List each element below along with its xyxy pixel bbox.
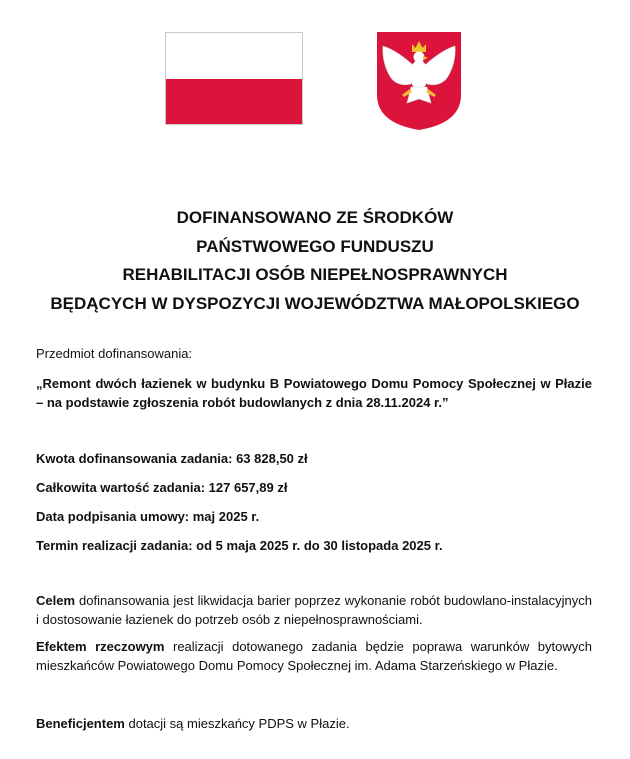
- beneficiary-paragraph: [36, 714, 592, 733]
- title-line: BĘDĄCYCH W DYSPOZYCJI WOJEWÓDZTWA MAŁOPOLSKIEGO: [50, 293, 580, 313]
- subject-label: Przedmiot dofinansowania:: [36, 346, 193, 361]
- page-title: [0, 204, 630, 318]
- contract-date: Data podpisania umowy: maj 2025 r.: [36, 509, 260, 524]
- beneficiary-text: dotacji są mieszkańcy PDPS w Płazie.: [124, 716, 350, 731]
- funding-amount: Kwota dofinansowania zadania: 63 828,50 zł: [36, 451, 308, 466]
- effect-text: realizacji dotowanego zadania będzie poprawa warunków bytowych mieszkańców Powiatowego Domu Pomocy Społecznej im. Adama Starzeńskiego w Płazie.: [36, 639, 592, 673]
- title-line: PAŃSTWOWEGO FUNDUSZU: [196, 236, 434, 256]
- title-line: DOFINANSOWANO ZE ŚRODKÓW: [176, 208, 454, 227]
- effect-paragraph: [36, 637, 592, 675]
- total-value: Całkowita wartość zadania: 127 657,89 zł: [36, 480, 288, 495]
- polish-flag: [165, 32, 303, 125]
- flag-white-stripe: [166, 33, 302, 79]
- goal-paragraph: [36, 591, 592, 629]
- flag-red-stripe: [166, 79, 302, 125]
- effect-lead: Efektem rzeczowym: [36, 639, 165, 654]
- beneficiary-lead: Beneficjentem: [36, 716, 125, 731]
- goal-text: dofinansowania jest likwidacja barier poprzez wykonanie robót budowlano-instalacyjnych i dostosowanie łazienek do potrzeb osób z niepełnosprawnościami.: [36, 593, 592, 627]
- goal-lead: Celem: [36, 593, 76, 608]
- completion-period: Termin realizacji zadania: od 5 maja 2025 r. do 30 listopada 2025 r.: [36, 538, 443, 553]
- title-line: REHABILITACJI OSÓB NIEPEŁNOSPRAWNYCH: [122, 265, 508, 284]
- white-eagle-emblem-icon: [376, 31, 462, 131]
- subject-text: „Remont dwóch łazienek w budynku B Powiatowego Domu Pomocy Społecznej w Płazie – na podstawie zgłoszenia robót budowlanych z dnia 28.11.2024 r.”: [36, 376, 592, 410]
